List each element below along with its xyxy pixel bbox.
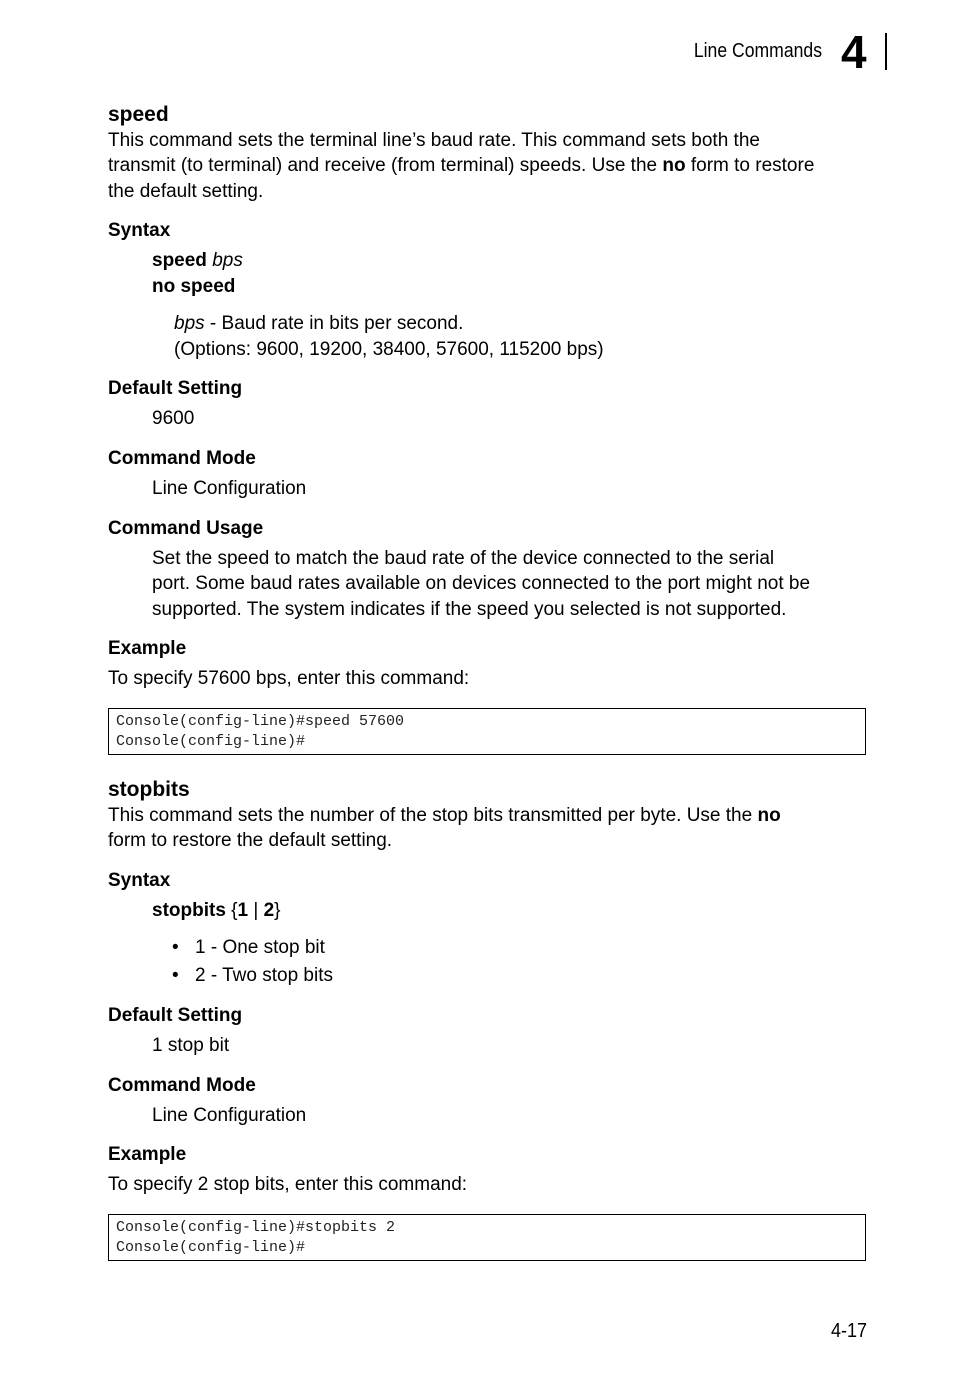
speed-syntax-line2: no speed xyxy=(152,276,236,297)
syntax-option-2: 2 xyxy=(263,900,275,921)
speed-usage-line2: port. Some baud rates available on devices connected to the port might not be xyxy=(152,573,811,594)
running-header-title: Line Commands xyxy=(693,40,822,62)
speed-usage-line1: Set the speed to match the baud rate of the device connected to the serial xyxy=(152,548,775,569)
stopbits-syntax-line xyxy=(152,898,281,924)
stopbits-example-intro: To specify 2 stop bits, enter this command: xyxy=(108,1174,468,1195)
stopbits-bullet-item xyxy=(172,935,325,961)
stopbits-syntax-heading: Syntax xyxy=(108,870,171,891)
speed-usage-line3: supported. The system indicates if the speed you selected is not supported. xyxy=(152,599,787,620)
syntax-option-1: 1 xyxy=(237,900,249,921)
speed-description-no-keyword: no xyxy=(662,155,686,176)
code-line: Console(config-line)# xyxy=(116,733,306,750)
chapter-number: 4 xyxy=(841,26,867,78)
stopbits-description-line1 xyxy=(108,803,781,829)
speed-syntax-command: speed xyxy=(152,250,207,271)
speed-mode-heading: Command Mode xyxy=(108,448,256,469)
stopbits-description-text: This command sets the number of the stop bits transmitted per byte. Use the xyxy=(108,805,758,826)
syntax-brace-close: } xyxy=(274,900,281,921)
stopbits-command-title: stopbits xyxy=(108,778,190,801)
code-line: Console(config-line)#stopbits 2 xyxy=(116,1219,396,1236)
stopbits-bullet-item xyxy=(172,963,333,989)
speed-command-title: speed xyxy=(108,103,169,126)
bullet-text: 1 - One stop bit xyxy=(195,937,325,958)
speed-example-heading: Example xyxy=(108,638,187,659)
stopbits-mode-value: Line Configuration xyxy=(152,1105,307,1126)
speed-description-line2 xyxy=(108,153,814,179)
syntax-brace-open: { xyxy=(225,900,238,921)
chapter-divider xyxy=(885,33,887,70)
code-line: Console(config-line)#speed 57600 xyxy=(116,713,405,730)
stopbits-default-value: 1 stop bit xyxy=(152,1035,230,1056)
speed-syntax-heading: Syntax xyxy=(108,220,171,241)
speed-example-intro: To specify 57600 bps, enter this command: xyxy=(108,668,470,689)
speed-mode-value: Line Configuration xyxy=(152,478,307,499)
speed-description-line1: This command sets the terminal line’s baud rate. This command sets both the xyxy=(108,130,760,151)
syntax-separator: | xyxy=(248,900,264,921)
speed-description-line3: the default setting. xyxy=(108,181,264,202)
stopbits-code-example xyxy=(108,1214,866,1261)
speed-code-example xyxy=(108,708,866,755)
stopbits-syntax-command: stopbits xyxy=(152,900,226,921)
speed-default-heading: Default Setting xyxy=(108,378,243,399)
stopbits-mode-heading: Command Mode xyxy=(108,1075,256,1096)
stopbits-description-line2: form to restore the default setting. xyxy=(108,830,393,851)
speed-default-value: 9600 xyxy=(152,408,195,429)
speed-description-text: transmit (to terminal) and receive (from terminal) speeds. Use the xyxy=(108,155,663,176)
stopbits-default-heading: Default Setting xyxy=(108,1005,243,1026)
speed-param-description xyxy=(174,311,463,337)
stopbits-example-heading: Example xyxy=(108,1144,187,1165)
code-line: Console(config-line)# xyxy=(116,1239,306,1256)
bullet-text: 2 - Two stop bits xyxy=(195,965,333,986)
page-number: 4-17 xyxy=(830,1320,867,1342)
speed-param-options: (Options: 9600, 19200, 38400, 57600, 115200 bps) xyxy=(174,339,604,360)
speed-usage-heading: Command Usage xyxy=(108,518,264,539)
stopbits-description-no-keyword: no xyxy=(757,805,781,826)
speed-syntax-param: bps xyxy=(212,250,243,271)
speed-description-text-end: form to restore xyxy=(685,155,815,176)
speed-syntax-line1 xyxy=(152,248,243,274)
speed-param-name: bps xyxy=(174,313,205,334)
bullet-dot-icon: • xyxy=(172,937,179,958)
bullet-dot-icon: • xyxy=(172,965,179,986)
speed-param-text: - Baud rate in bits per second. xyxy=(204,313,464,334)
